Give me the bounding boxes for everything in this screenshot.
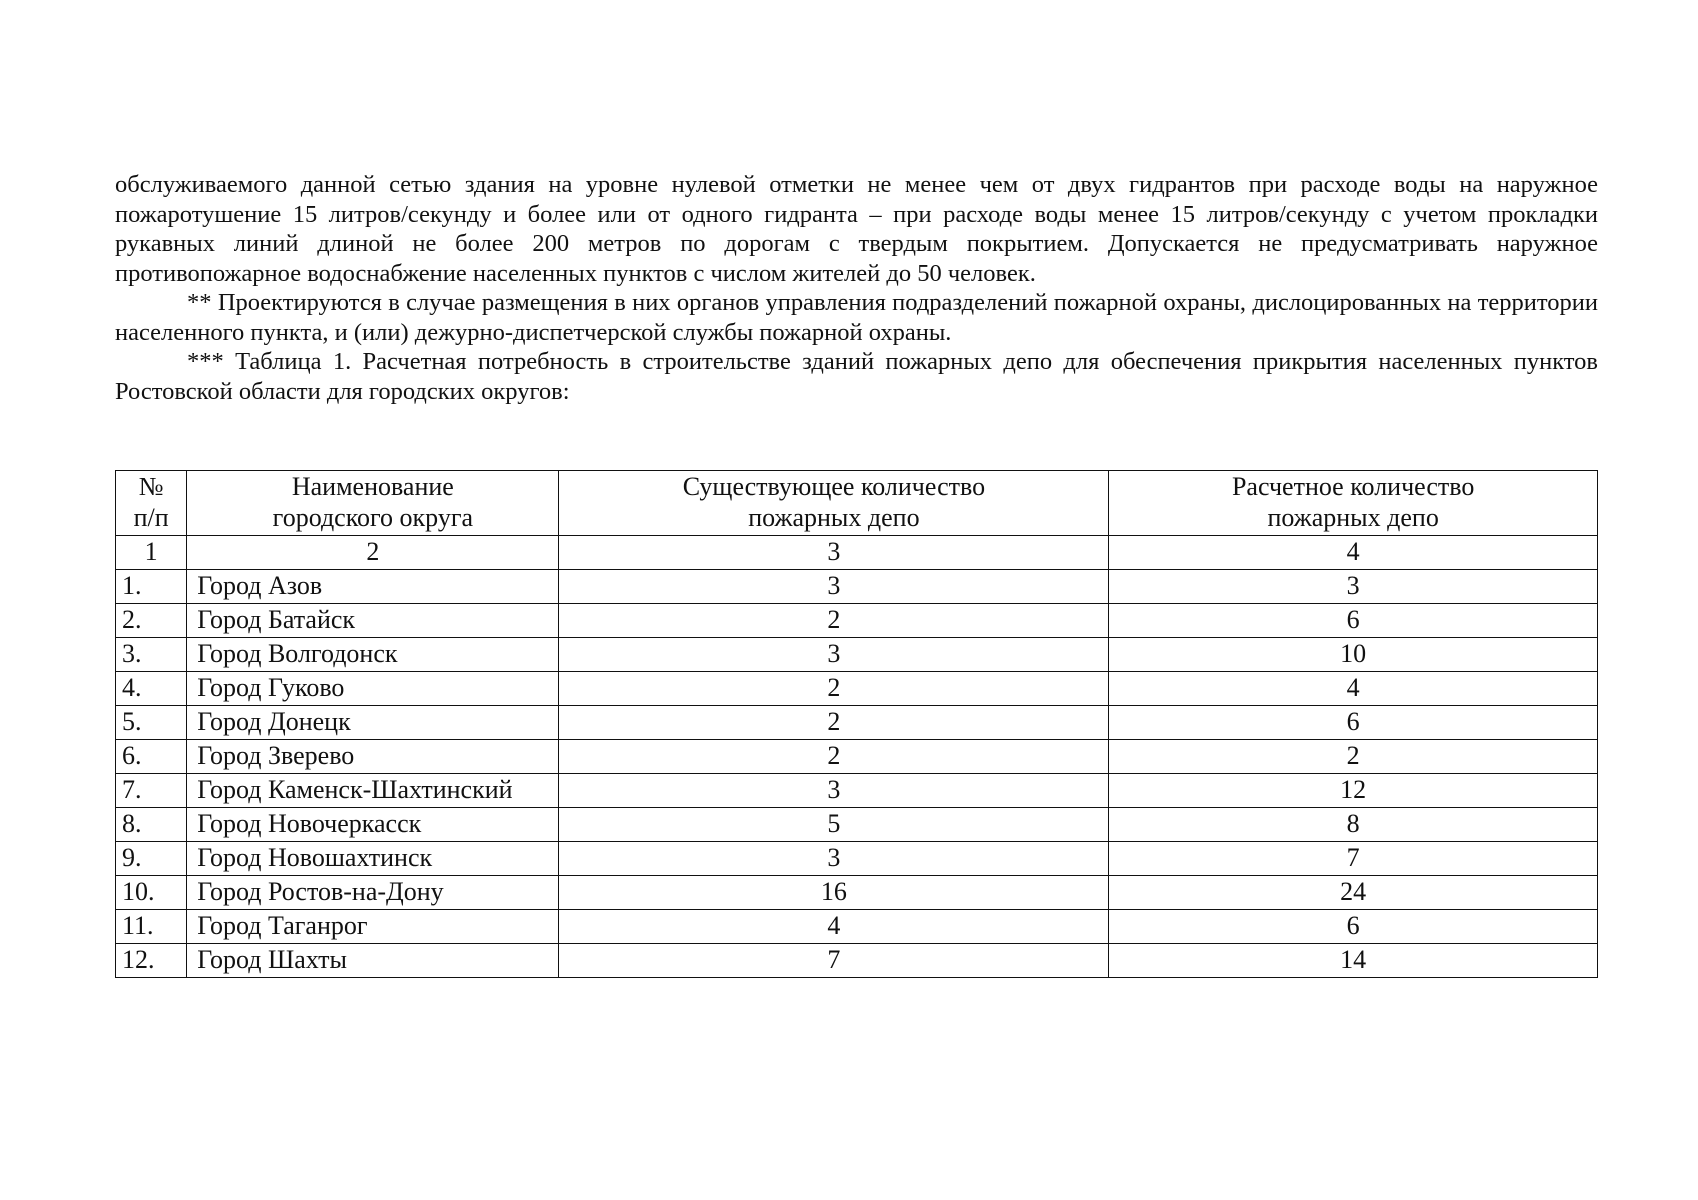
- table-body: [116, 536, 1598, 978]
- table-row: [116, 706, 1598, 740]
- document-body: [115, 170, 1598, 406]
- district-name-cell: Город Шахты: [187, 944, 559, 978]
- column-number-cell: 1: [116, 536, 187, 570]
- calculated-count-cell: 4: [1109, 672, 1598, 706]
- table-row: [116, 638, 1598, 672]
- table-row: [116, 570, 1598, 604]
- existing-count-cell: 5: [559, 808, 1109, 842]
- district-name-cell: Город Азов: [187, 570, 559, 604]
- table-row: [116, 876, 1598, 910]
- column-number-cell: 4: [1109, 536, 1598, 570]
- district-name-cell: Город Волгодонск: [187, 638, 559, 672]
- existing-count-cell: 4: [559, 910, 1109, 944]
- table-row: [116, 774, 1598, 808]
- table-row: [116, 910, 1598, 944]
- row-number-cell: 3.: [116, 638, 187, 672]
- table-row: [116, 944, 1598, 978]
- row-number-cell: 4.: [116, 672, 187, 706]
- paragraph-hydrants: обслуживаемого данной сетью здания на уровне нулевой отметки не менее чем от двух гидрантов при расходе воды на наружное пожаротушение 15 литров/секунду и более или от одного гидранта – при расходе воды менее 15 литров/секунду с учетом прокладки рукавных линий длиной не более 200 метров по дорогам с твердым покрытием. Допускается не предусматривать наружное противопожарное водоснабжение населенных пунктов с числом жителей до 50 человек.: [115, 171, 1598, 287]
- calculated-count-cell: 7: [1109, 842, 1598, 876]
- existing-count-cell: 3: [559, 774, 1109, 808]
- district-name-cell: Город Таганрог: [187, 910, 559, 944]
- footnote-triple-star: *** Таблица 1. Расчетная потребность в строительстве зданий пожарных депо для обеспечения прикрытия населенных пунктов Ростовской области для городских округов:: [115, 348, 1598, 405]
- calculated-count-cell: 12: [1109, 774, 1598, 808]
- row-number-cell: 7.: [116, 774, 187, 808]
- calculated-count-cell: 2: [1109, 740, 1598, 774]
- row-number-cell: 9.: [116, 842, 187, 876]
- table-row: [116, 808, 1598, 842]
- table-header-row: [116, 471, 1598, 536]
- existing-count-cell: 2: [559, 604, 1109, 638]
- existing-count-cell: 2: [559, 672, 1109, 706]
- calculated-count-cell: 3: [1109, 570, 1598, 604]
- footnote-double-star: ** Проектируются в случае размещения в них органов управления подразделений пожарной охраны, дислоцированных на территории населенного пункта, и (или) дежурно-диспетчерской службы пожарной охраны.: [115, 289, 1598, 346]
- calculated-count-cell: 10: [1109, 638, 1598, 672]
- row-number-cell: 11.: [116, 910, 187, 944]
- district-name-cell: Город Ростов-на-Дону: [187, 876, 559, 910]
- district-name-cell: Город Гуково: [187, 672, 559, 706]
- row-number-cell: 10.: [116, 876, 187, 910]
- calculated-count-cell: 24: [1109, 876, 1598, 910]
- existing-count-cell: 3: [559, 842, 1109, 876]
- calculated-count-cell: 8: [1109, 808, 1598, 842]
- table-row: [116, 740, 1598, 774]
- row-number-cell: 2.: [116, 604, 187, 638]
- column-number-cell: 2: [187, 536, 559, 570]
- district-name-cell: Город Новошахтинск: [187, 842, 559, 876]
- district-name-cell: Город Каменск-Шахтинский: [187, 774, 559, 808]
- existing-count-cell: 7: [559, 944, 1109, 978]
- calculated-count-cell: 14: [1109, 944, 1598, 978]
- column-number-row: [116, 536, 1598, 570]
- row-number-cell: 5.: [116, 706, 187, 740]
- table-row: [116, 604, 1598, 638]
- column-number-cell: 3: [559, 536, 1109, 570]
- district-name-cell: Город Новочеркасск: [187, 808, 559, 842]
- existing-count-cell: 3: [559, 638, 1109, 672]
- calculated-count-cell: 6: [1109, 910, 1598, 944]
- row-number-cell: 8.: [116, 808, 187, 842]
- header-existing-count: Существующее количество пожарных депо: [559, 471, 1109, 536]
- calculated-count-cell: 6: [1109, 706, 1598, 740]
- existing-count-cell: 16: [559, 876, 1109, 910]
- row-number-cell: 1.: [116, 570, 187, 604]
- district-name-cell: Город Донецк: [187, 706, 559, 740]
- existing-count-cell: 2: [559, 740, 1109, 774]
- district-name-cell: Город Зверево: [187, 740, 559, 774]
- table-row: [116, 672, 1598, 706]
- header-number: № п/п: [116, 471, 187, 536]
- header-calculated-count: Расчетное количество пожарных депо: [1109, 471, 1598, 536]
- fire-depot-table: [115, 470, 1598, 978]
- existing-count-cell: 3: [559, 570, 1109, 604]
- row-number-cell: 12.: [116, 944, 187, 978]
- existing-count-cell: 2: [559, 706, 1109, 740]
- calculated-count-cell: 6: [1109, 604, 1598, 638]
- district-name-cell: Город Батайск: [187, 604, 559, 638]
- row-number-cell: 6.: [116, 740, 187, 774]
- table-row: [116, 842, 1598, 876]
- header-district-name: Наименование городского округа: [187, 471, 559, 536]
